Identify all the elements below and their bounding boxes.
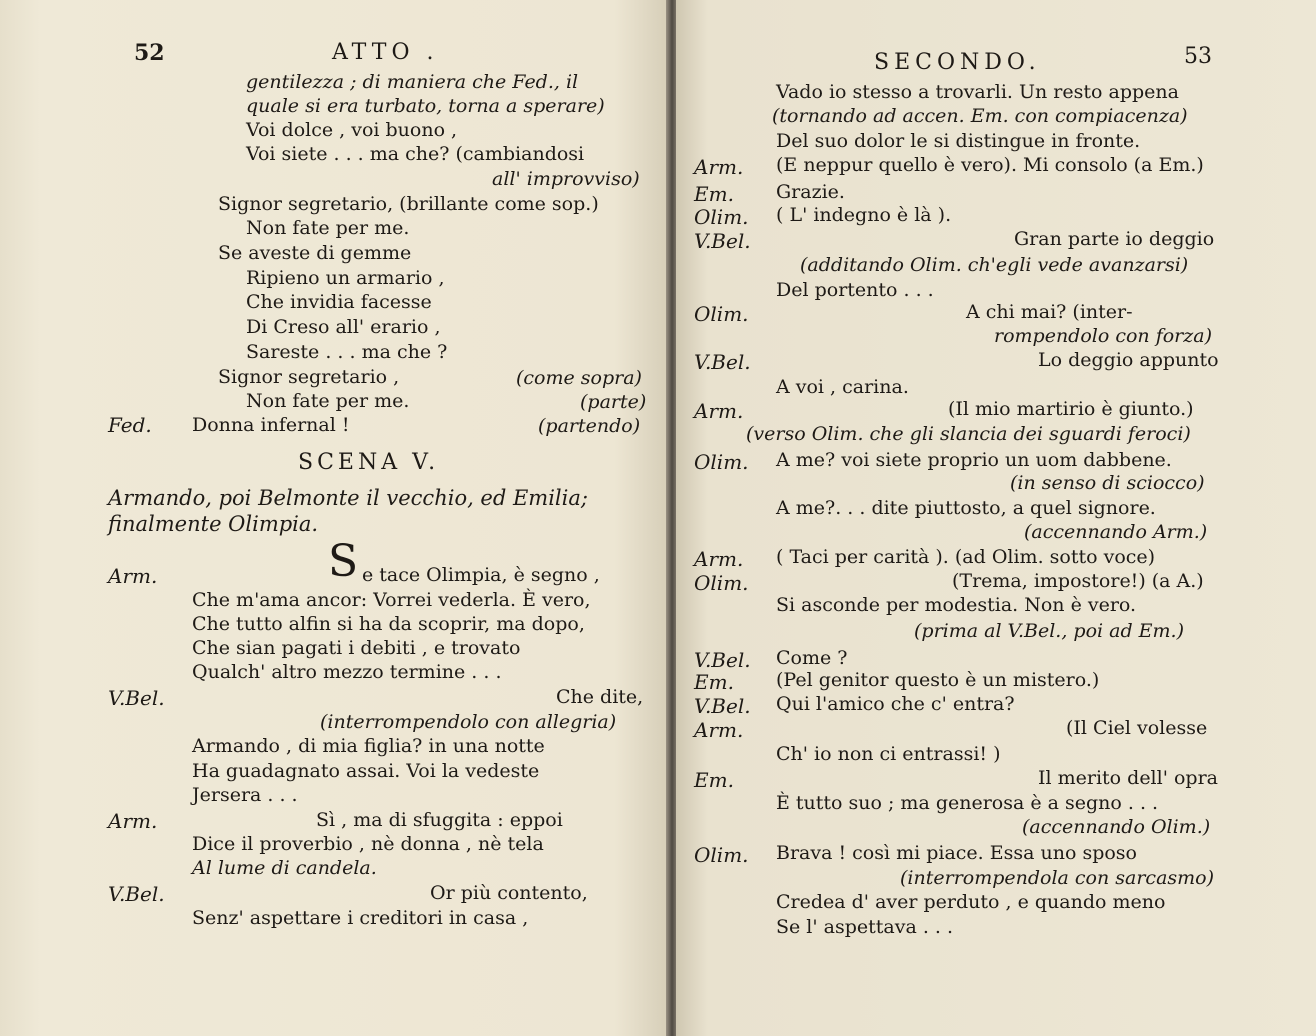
text-line: Brava ! così mi piace. Essa uno sposo bbox=[776, 842, 1137, 864]
text-line: quale si era turbato, torna a sperare) bbox=[246, 95, 605, 117]
text-line: Jersera . . . bbox=[192, 784, 298, 806]
text-line: e tace Olimpia, è segno , bbox=[362, 564, 600, 586]
running-head: SECONDO. bbox=[874, 50, 1041, 75]
text-line: A chi mai? (inter- bbox=[966, 301, 1133, 323]
text-line: Signor segretario, (brillante come sop.) bbox=[218, 193, 599, 215]
speaker-label: V.Bel. bbox=[694, 350, 751, 374]
text-line: Del suo dolor le si distingue in fronte. bbox=[776, 130, 1141, 152]
speaker-label: Arm. bbox=[694, 155, 744, 179]
text-line: Come ? bbox=[776, 647, 848, 669]
speaker-label: Arm. bbox=[694, 399, 744, 423]
text-line: Vado io stesso a trovarli. Un resto appena bbox=[776, 81, 1179, 103]
stage-direction: (verso Olim. che gli slancia dei sguardi feroci) bbox=[746, 423, 1191, 445]
text-line: Ch' io non ci entrassi! ) bbox=[776, 743, 1001, 765]
text-line: Credea d' aver perduto , e quando meno bbox=[776, 891, 1166, 913]
text-line: (Il mio martirio è giunto.) bbox=[948, 398, 1194, 420]
text-line: Armando , di mia figlia? in una notte bbox=[192, 735, 545, 757]
text-line: A me? voi siete proprio un uom dabbene. bbox=[776, 449, 1172, 471]
text-line: Che sian pagati i debiti , e trovato bbox=[192, 637, 521, 659]
running-head: ATTO . bbox=[332, 40, 439, 65]
stage-direction: (in senso di sciocco) bbox=[1010, 472, 1205, 494]
text-line: Se l' aspettava . . . bbox=[776, 916, 954, 938]
speaker-label: Arm. bbox=[108, 564, 158, 588]
text-line: Voi siete . . . ma che? (cambiandosi bbox=[246, 143, 585, 165]
text-line: (E neppur quello è vero). Mi consolo (a Em.) bbox=[776, 154, 1204, 176]
text-line: Gran parte io deggio bbox=[1014, 228, 1215, 250]
text-line: Del portento . . . bbox=[776, 279, 934, 301]
text-line: Ripieno un armario , bbox=[246, 267, 445, 289]
stage-direction: (accennando Olim.) bbox=[1022, 816, 1211, 838]
text-line: Grazie. bbox=[776, 181, 845, 203]
text-line: Si asconde per modestia. Non è vero. bbox=[776, 594, 1137, 616]
text-line: Qui l'amico che c' entra? bbox=[776, 693, 1015, 715]
speaker-label: Olim. bbox=[694, 302, 749, 326]
speaker-label: Arm. bbox=[694, 718, 744, 742]
text-line: È tutto suo ; ma generosa è a segno . . . bbox=[776, 792, 1159, 814]
stage-direction: rompendolo con forza) bbox=[994, 325, 1212, 347]
text-line: ( L' indegno è là ). bbox=[776, 204, 952, 226]
text-line: Senz' aspettare i creditori in casa , bbox=[192, 907, 529, 929]
speaker-label: Olim. bbox=[694, 571, 749, 595]
text-line: Se aveste di gemme bbox=[218, 242, 412, 264]
stage-direction: (come sopra) bbox=[516, 367, 642, 389]
text-line: Al lume di candela. bbox=[192, 857, 377, 879]
speaker-label: Arm. bbox=[694, 547, 744, 571]
scene-cast: finalmente Olimpia. bbox=[108, 512, 319, 536]
text-line: A me?. . . dite piuttosto, a quel signore. bbox=[776, 497, 1156, 519]
speaker-label: V.Bel. bbox=[108, 686, 165, 710]
speaker-label: Olim. bbox=[694, 843, 749, 867]
stage-direction: (additando Olim. ch'egli vede avanzarsi) bbox=[800, 254, 1189, 276]
text-line: Che dite, bbox=[556, 686, 644, 708]
text-line: (Pel genitor questo è un mistero.) bbox=[776, 669, 1100, 691]
stage-direction: (partendo) bbox=[538, 415, 641, 437]
speaker-label: Em. bbox=[694, 670, 734, 694]
drop-cap: S bbox=[328, 536, 359, 587]
speaker-label: Em. bbox=[694, 182, 734, 206]
speaker-label: V.Bel. bbox=[108, 882, 165, 906]
text-line: Sareste . . . ma che ? bbox=[246, 341, 448, 363]
text-line: Che invidia facesse bbox=[246, 291, 432, 313]
stage-direction: (interrompendolo con allegria) bbox=[320, 711, 617, 733]
text-line: (Il Ciel volesse bbox=[1066, 717, 1208, 739]
text-line: Non fate per me. bbox=[246, 390, 410, 412]
speaker-label: V.Bel. bbox=[694, 648, 751, 672]
text-line: Voi dolce , voi buono , bbox=[246, 119, 458, 141]
stage-direction: (parte) bbox=[580, 391, 647, 413]
text-line: ( Taci per carità ). (ad Olim. sotto voce) bbox=[776, 546, 1156, 568]
speaker-label: Olim. bbox=[694, 205, 749, 229]
text-line: Il merito dell' opra bbox=[1038, 767, 1218, 789]
text-line: all' improvviso) bbox=[492, 168, 640, 190]
text-line: Che m'ama ancor: Vorrei vederla. È vero, bbox=[192, 589, 591, 611]
scene-cast: Armando, poi Belmonte il vecchio, ed Emilia; bbox=[108, 486, 588, 510]
page-number: 53 bbox=[1184, 44, 1212, 69]
scene-title: SCENA V. bbox=[298, 450, 440, 475]
stage-direction: (interrompendola con sarcasmo) bbox=[900, 867, 1215, 889]
text-line: Non fate per me. bbox=[246, 217, 410, 239]
text-line: Sì , ma di sfuggita : eppoi bbox=[316, 809, 563, 831]
speaker-label: Fed. bbox=[108, 413, 152, 437]
text-line: A voi , carina. bbox=[776, 376, 909, 398]
speaker-label: V.Bel. bbox=[694, 229, 751, 253]
text-line: (Trema, impostore!) (a A.) bbox=[952, 570, 1204, 592]
stage-direction: (tornando ad accen. Em. con compiacenza) bbox=[772, 105, 1188, 127]
stage-direction: (prima al V.Bel., poi ad Em.) bbox=[914, 620, 1184, 642]
text-line: Qualch' altro mezzo termine . . . bbox=[192, 661, 502, 683]
speaker-label: Arm. bbox=[108, 809, 158, 833]
stage-direction: (accennando Arm.) bbox=[1024, 521, 1208, 543]
text-line: gentilezza ; di maniera che Fed., il bbox=[246, 71, 579, 93]
text-line: Donna infernal ! bbox=[192, 414, 350, 436]
speaker-label: Em. bbox=[694, 768, 734, 792]
text-line: Ha guadagnato assai. Voi la vedeste bbox=[192, 760, 540, 782]
text-line: Signor segretario , bbox=[218, 366, 400, 388]
text-line: Lo deggio appunto bbox=[1038, 349, 1219, 371]
text-line: Di Creso all' erario , bbox=[246, 316, 441, 338]
text-line: Che tutto alfin si ha da scoprir, ma dopo, bbox=[192, 613, 585, 635]
page-number: 52 bbox=[134, 40, 165, 66]
text-line: Dice il proverbio , nè donna , nè tela bbox=[192, 833, 544, 855]
right-page bbox=[676, 0, 1316, 1036]
speaker-label: V.Bel. bbox=[694, 694, 751, 718]
text-line: Or più contento, bbox=[430, 882, 588, 904]
speaker-label: Olim. bbox=[694, 450, 749, 474]
